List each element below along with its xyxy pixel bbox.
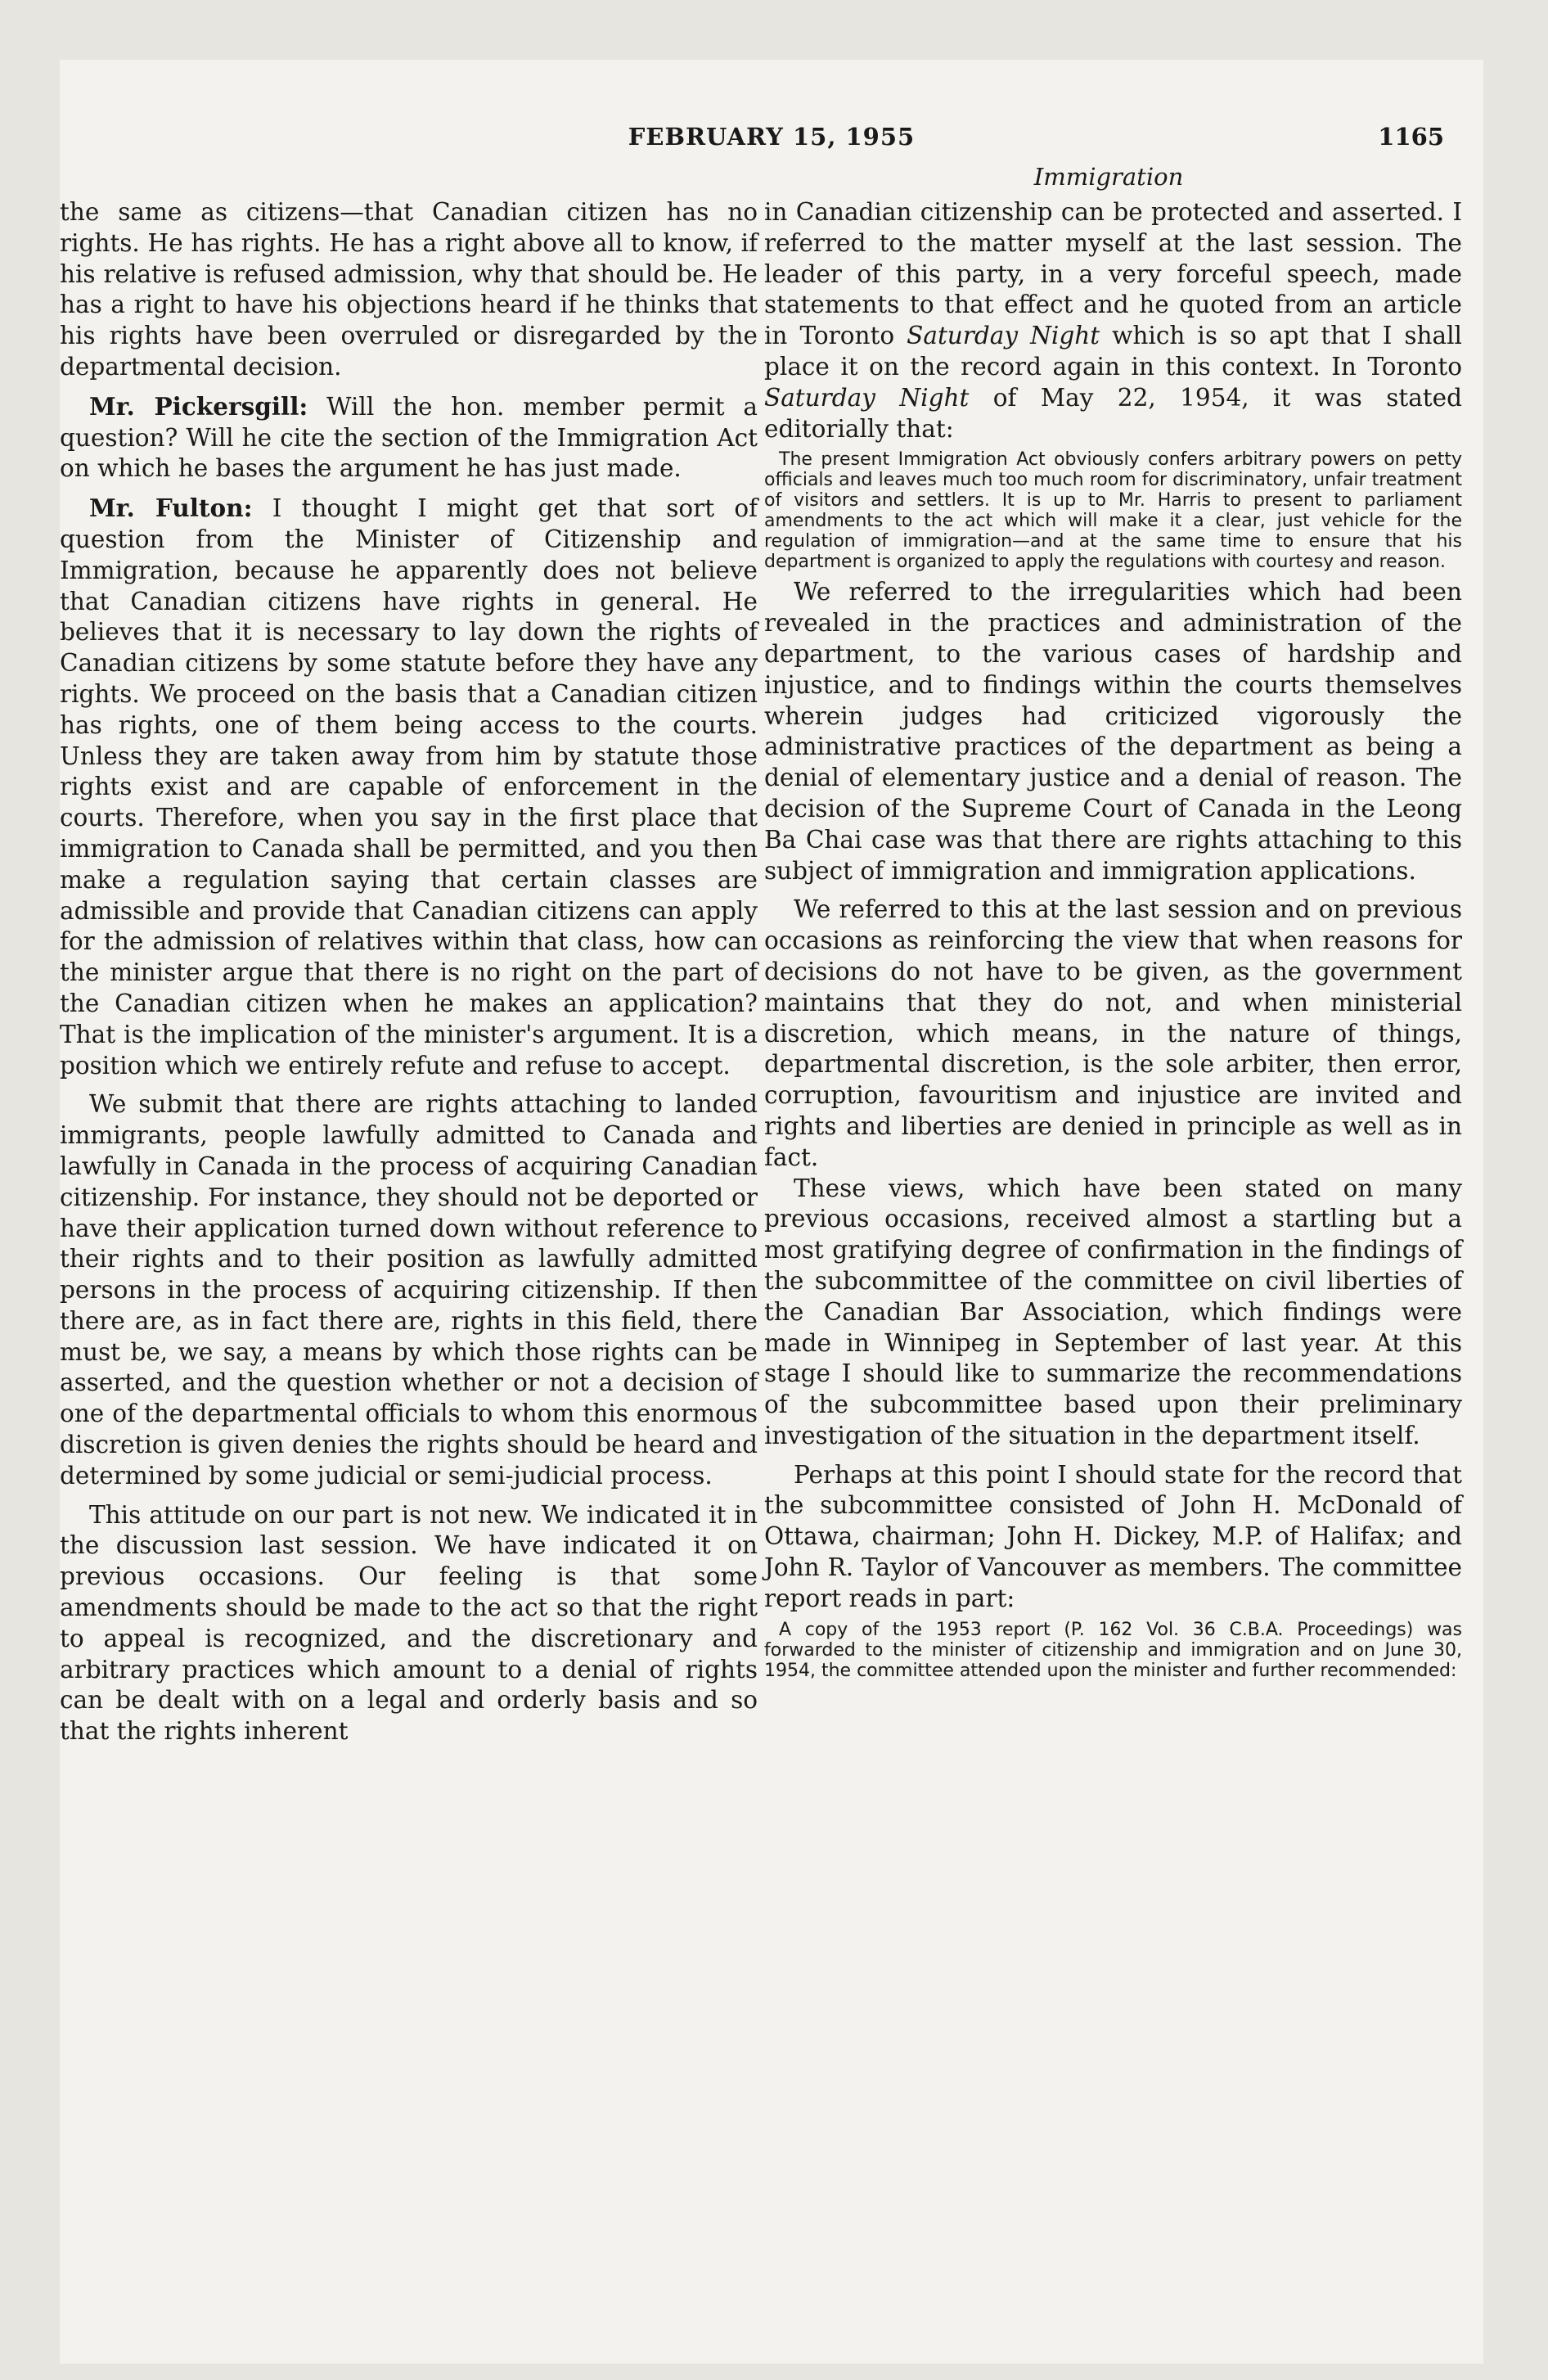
paragraph: These views, which have been stated on many previous occasions, received almost a startling but a most gratifying degree of confirmation in the findings of the subcommittee of the committee on civil liberties of the Canadian Bar Association, which findings were made in Winnipeg in September of last year. At this stage I should like to summarize the recommendations of the subcommittee based upon their preliminary investigation of the situation in the department itself. (764, 1174, 1462, 1449)
header-date: FEBRUARY 15, 1955 (628, 123, 916, 151)
quote-text: A copy of the 1953 report (P. 162 Vol. 36 C.B.A. Proceedings) was forwarded to the minister of citizenship and immigration and on June 30, 1954, the committee attended upon the minister and further recommended: (764, 1619, 1462, 1681)
publication-title: Saturday Night (764, 383, 970, 412)
paragraph: We submit that there are rights attaching to landed immigrants, people lawfully admitted to Canada and lawfully in Canada in the process of acquiring Canadian citizenship. For instance, they should not be deported or have their application turned down without reference to their rights and to their position as lawfully admitted persons in the process of acquiring citizenship. If then there are, as in fact there are, rights in this field, there must be, we say, a means by which those rights can be asserted, and the question whether or not a decision of one of the departmental officials to whom this enormous discretion is given denies the rights should be heard and determined by some judicial or semi-judicial process. (60, 1090, 758, 1490)
text-run: which is so apt that I shall place it on the record again in this context. In Toronto (764, 322, 1462, 381)
document-page (60, 60, 1483, 2364)
paragraph: the same as citizens—that Canadian citizen has no rights. He has rights. He has a right above all to know, if his relative is refused admission, why that should be. He has a right to have his objections heard if he thinks that his rights have been overruled or disregarded by the departmental decision. (60, 198, 758, 381)
section-heading: Immigration (1033, 163, 1184, 191)
paragraph: This attitude on our part is not new. We indicated it in the discussion last session. We have indicated it on previous occasions. Our feeling is that some amendments should be made to the act so that the right to appeal is recognized, and the discretionary and arbitrary practices which amount to a denial of rights can be dealt with on a legal and orderly basis and so that the rights inherent (60, 1500, 758, 1746)
quote-text: The present Immigration Act obviously confers arbitrary powers on petty officials and leaves much too much room for discriminatory, unfair treatment of visitors and settlers. It is up to Mr. Harris to present to parliament amendments to the act which will make it a clear, just vehicle for the regulation of immigration—and at the same time to ensure that his department is organized to apply the regulations with courtesy and reason. (764, 449, 1462, 573)
block-quote (764, 1620, 1462, 1681)
paragraph (764, 197, 1462, 444)
speaker-name: Mr. Fulton: (89, 494, 253, 523)
paragraph (60, 493, 758, 1081)
paragraph: We referred to the irregularities which had been revealed in the practices and administration of the department, to the various cases of hardship and injustice, and to findings within the courts themselves wherein judges had criticized vigorously the administrative practices of the department as being a denial of elementary justice and a denial of reason. The decision of the Supreme Court of Canada in the Leong Ba Chai case was that there are rights attaching to this subject of immigration and immigration applications. (764, 578, 1462, 885)
speech-text: Will the hon. member permit a question? Will he cite the section of the Immigration Act on which he bases the argument he has just made. (60, 392, 758, 483)
speaker-name: Mr. Pickersgill: (89, 391, 308, 421)
paragraph (60, 391, 758, 485)
paragraph: Perhaps at this point I should state for the record that the subcommittee consisted of John H. McDonald of Ottawa, chairman; John H. Dickey, M.P. of Halifax; and John R. Taylor of Vancouver as members. The committee report reads in part: (764, 1460, 1462, 1612)
left-column (60, 197, 758, 1747)
paragraph: We referred to this at the last session and on previous occasions as reinforcing the view that when reasons for decisions do not have to be given, as the government maintains that they do not, and when ministerial discretion, which means, in the nature of things, departmental discretion, is the sole arbiter, then error, corruption, favouritism and injustice are invited and rights and liberties are denied in principle as well as in fact. (764, 895, 1462, 1171)
block-quote (764, 449, 1462, 572)
page-number: 1165 (1378, 123, 1444, 151)
text-run: of May 22, 1954, it was stated editorially that: (764, 383, 1462, 443)
right-column (764, 197, 1462, 1686)
publication-title: Saturday Night (907, 322, 1100, 350)
speech-text: I thought I might get that sort of question from the Minister of Citizenship and Immigration, because he apparently does not believe that Canadian citizens have rights in general. He believes that it is necessary to lay down the rights of Canadian citizens by some statute before they have any rights. We proceed on the basis that a Canadian citizen has rights, one of them being access to the courts. Unless they are taken away from him by statute those rights exist and are capable of enforcement in the courts. Therefore, when you say in the first place that immigration to Canada shall be permitted, and you then make a regulation saying that certain classes are admissible and provide that Canadian citizens can apply for the admission of relatives within that class, how can the minister argue that there is no right on the part of the Canadian citizen when he makes an application? That is the implication of the minister's argument. It is a position which we entirely refute and refuse to accept. (60, 494, 758, 1080)
text-run: in Canadian citizenship can be protected and asserted. I referred to the matter myself at the last session. The leader of this party, in a very forceful speech, made statements to that effect and he quoted from an article in Toronto (764, 198, 1462, 350)
running-head (60, 123, 1483, 156)
